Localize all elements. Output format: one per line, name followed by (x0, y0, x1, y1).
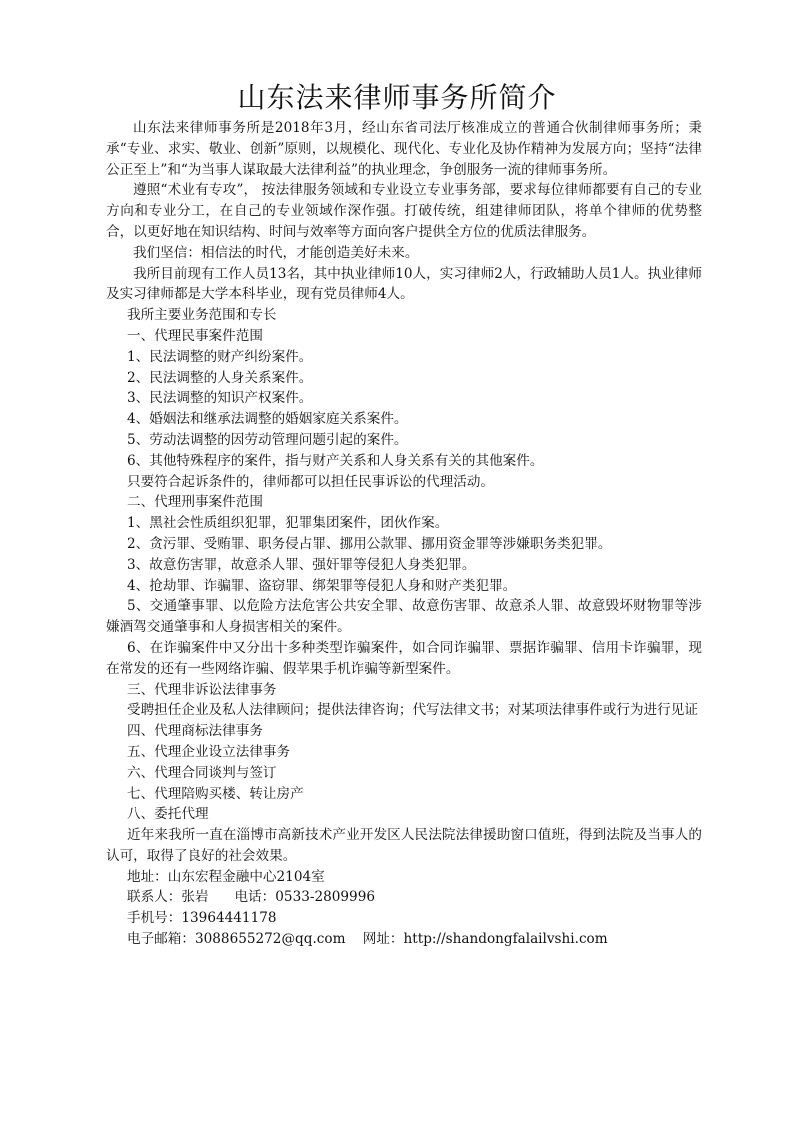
list-item: 只要符合起诉条件的，律师都可以担任民事诉讼的代理活动。 (127, 473, 495, 490)
list-item: 3、民法调整的知识产权案件。 (127, 390, 313, 407)
intro-paragraph-3: 我们坚信：相信法的时代，才能创造美好未来。 (133, 244, 419, 261)
list-item: 1、黑社会性质组织犯罪，犯罪集团案件，团伙作案。 (127, 515, 449, 532)
document-title: 山东法来律师事务所简介 (237, 81, 557, 114)
list-item: 6、其他特殊程序的案件，指与财产关系和人身关系有关的其他案件。 (127, 452, 544, 469)
list-item: 近年来我所一直在淄博市高新技术产业开发区人民法院法律援助窗口值班，得到法院及当事人的认可，取得了良好的社会效果。 (106, 827, 702, 864)
section-heading-non-litigation: 三、代理非诉讼法律事务 (127, 681, 277, 698)
section-heading-agency: 八、委托代理 (127, 806, 209, 823)
section-heading-criminal: 二、代理刑事案件范围 (127, 494, 263, 511)
intro-paragraph-4: 我所目前现有工作人员13名，其中执业律师10人，实习律师2人，行政辅助人员1人。执业律师及实习律师都是大学本科毕业，现有党员律师4人。 (106, 265, 702, 303)
list-item: 受聘担任企业及私人法律顾问；提供法律咨询；代写法律文书；对某项法律事件或行为进行见证 (127, 702, 698, 719)
list-item: 4、抢劫罪、诈骗罪、盗窃罪、绑架罪等侵犯人身和财产类犯罪。 (127, 577, 517, 594)
list-item: 6、在诈骗案件中又分出十多种类型诈骗案件，如合同诈骗罪、票据诈骗罪、信用卡诈骗罪，现在常发的还有一些网络诈骗、假苹果手机诈骗等新型案件。 (106, 639, 702, 677)
business-scope-heading: 我所主要业务范围和专长 (127, 307, 277, 324)
contact-mobile: 手机号：13964441178 (127, 910, 277, 927)
list-item: 5、劳动法调整的因劳动管理问题引起的案件。 (127, 431, 408, 448)
intro-paragraph-1: 山东法来律师事务所是2018年3月，经山东省司法厅核准成立的普通合伙制律师事务所；秉承“专业、求实、敬业、创新”原则，以规模化、现代化、专业化及协作精神为发展方向；坚持“法律公正至上”和“为当事人谋取最大法律利益”的执业理念，争创服务一流的律师事务所。 (106, 120, 702, 178)
section-heading-real-estate: 七、代理陪购买楼、转让房产 (127, 785, 304, 802)
intro-paragraph-2: 遵照“术业有专攻”， 按法律服务领域和专业设立专业事务部，要求每位律师都要有自己的专业方向和专业分工，在自己的专业领域作深作强。打破传统，组建律师团队，将单个律师的优势整合，以更好地在知识结构、时间与效率等方面向客户提供全方位的优质法律服务。 (106, 182, 702, 240)
list-item: 4、婚姻法和继承法调整的婚姻家庭关系案件。 (127, 411, 408, 428)
section-heading-trademark: 四、代理商标法律事务 (127, 723, 263, 740)
list-item: 2、贪污罪、受贿罪、职务侵占罪、挪用公款罪、挪用资金罪等涉嫌职务类犯罪。 (127, 535, 612, 552)
document-body (106, 118, 702, 950)
contact-address: 地址：山东宏程金融中心2104室 (127, 868, 325, 885)
section-heading-company-setup: 五、代理企业设立法律事务 (127, 743, 291, 760)
list-item: 1、民法调整的财产纠纷案件。 (127, 348, 313, 365)
list-item: 5、交通肇事罪、以危险方法危害公共安全罪、故意伤害罪、故意杀人罪、故意毁坏财物罪等涉嫌酒驾交通肇事和人身损害相关的案件。 (106, 598, 702, 636)
list-item: 2、民法调整的人身关系案件。 (127, 369, 313, 386)
contact-person-phone: 联系人：张岩 电话：0533-2809996 (127, 889, 375, 906)
section-heading-civil: 一、代理民事案件范围 (127, 327, 263, 344)
contact-email-website: 电子邮箱：3088655272@qq.com 网址：http://shandongfalailvshi.com (127, 931, 608, 948)
list-item: 3、故意伤害罪，故意杀人罪、强奸罪等侵犯人身类犯罪。 (127, 556, 476, 573)
section-heading-contract: 六、代理合同谈判与签订 (127, 764, 277, 781)
